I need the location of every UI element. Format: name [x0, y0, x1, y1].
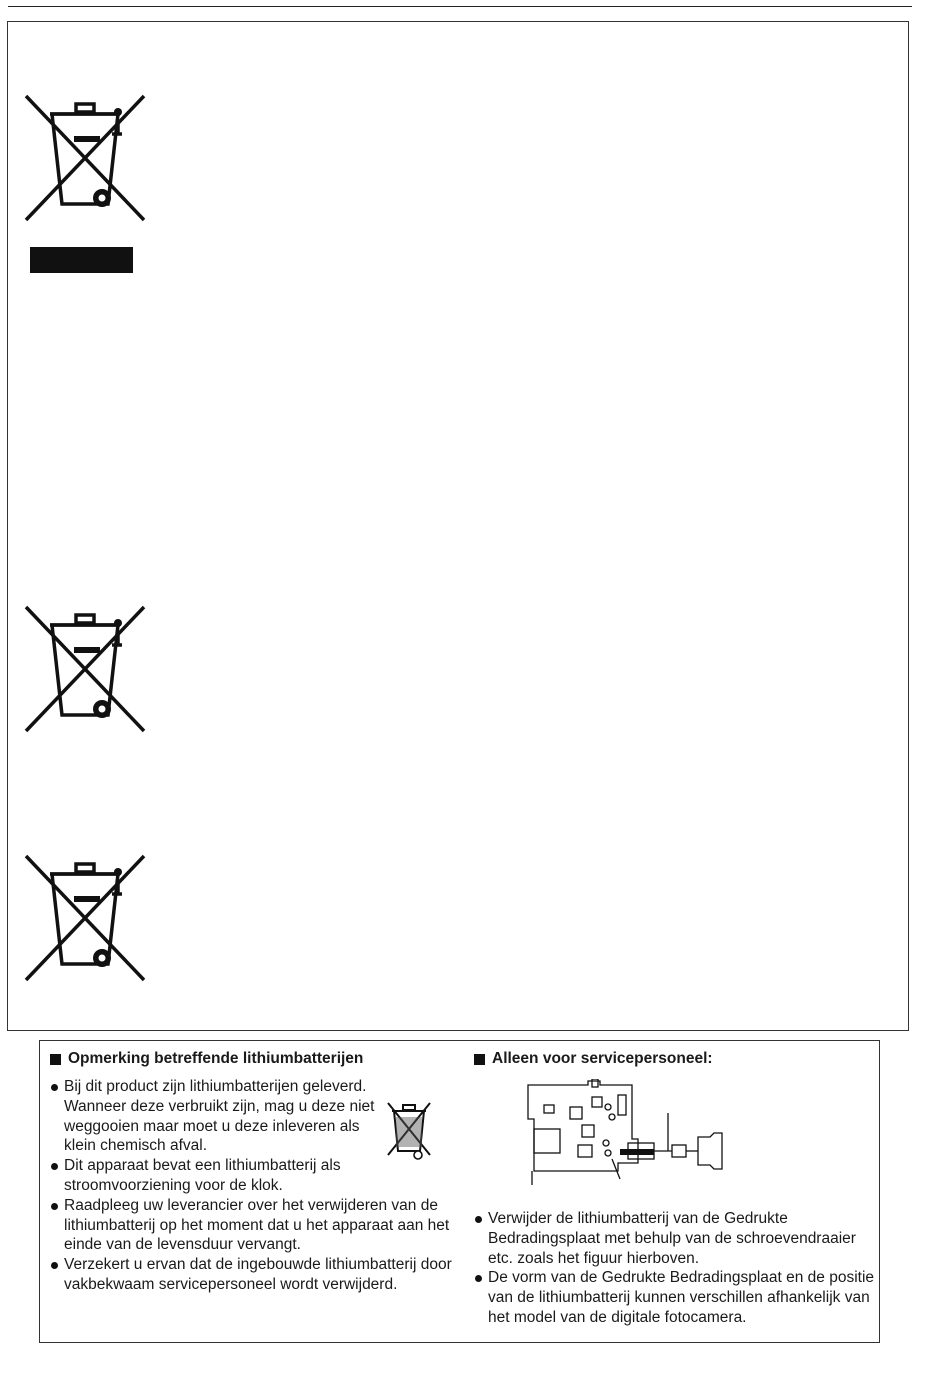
bullet-dot-icon	[51, 1163, 58, 1170]
list-item-text: Raadpleeg uw leverancier over het verwijderen van de lithiumbatterij op het moment dat u het apparaat aan het einde van de levensduur vervangt.	[64, 1196, 450, 1254]
bullet-dot-icon	[475, 1275, 482, 1282]
lithium-note-column	[50, 1049, 460, 1295]
list-item-text: Bij dit product zijn lithiumbatterijen geleverd. Wanneer deze verbruikt zijn, mag u deze niet weggooien maar moet u deze inleveren als klein chemisch afval.	[64, 1078, 375, 1155]
service-note-heading	[474, 1049, 874, 1069]
service-note-column	[474, 1049, 875, 1326]
service-note-list	[474, 1209, 874, 1328]
lithium-note-heading	[50, 1049, 460, 1069]
square-bullet-icon	[50, 1054, 61, 1065]
list-item-text: Verzekert u ervan dat de ingebouwde lithiumbatterij door vakbekwaam servicepersoneel wordt verwijderd.	[64, 1256, 452, 1293]
small-crossed-out-bin-icon	[384, 1099, 434, 1163]
list-item	[474, 1209, 874, 1268]
list-item	[50, 1255, 460, 1295]
square-bullet-icon	[474, 1054, 485, 1065]
top-rule	[8, 6, 912, 7]
list-item-text: Dit apparaat bevat een lithiumbatterij als stroomvoorziening voor de klok.	[64, 1157, 341, 1194]
list-item-text: De vorm van de Gedrukte Bedradingsplaat en de positie van de lithiumbatterij kunnen verschillen afhankelijk van het model van de digitale fotocamera.	[488, 1269, 875, 1326]
bullet-dot-icon	[51, 1084, 58, 1091]
crossed-out-bin-icon	[22, 852, 148, 982]
bullet-dot-icon	[475, 1216, 482, 1223]
black-bar-label	[30, 247, 133, 273]
list-item	[50, 1077, 384, 1156]
service-note-heading-text: Alleen voor servicepersoneel:	[492, 1050, 713, 1067]
list-item-text: Verwijder de lithiumbatterij van de Gedrukte Bedradingsplaat met behulp van de schroevendraaier etc. zoals het figuur hierboven.	[488, 1210, 856, 1267]
bullet-dot-icon	[51, 1203, 58, 1210]
list-item	[50, 1196, 460, 1255]
battery-notes-box	[39, 1040, 880, 1343]
list-item	[474, 1268, 874, 1327]
crossed-out-bin-icon	[22, 603, 148, 733]
crossed-out-bin-icon	[22, 92, 148, 222]
lithium-note-heading-text: Opmerking betreffende lithiumbatterijen	[68, 1050, 364, 1067]
circuit-board-diagram	[522, 1079, 742, 1187]
bullet-dot-icon	[51, 1262, 58, 1269]
